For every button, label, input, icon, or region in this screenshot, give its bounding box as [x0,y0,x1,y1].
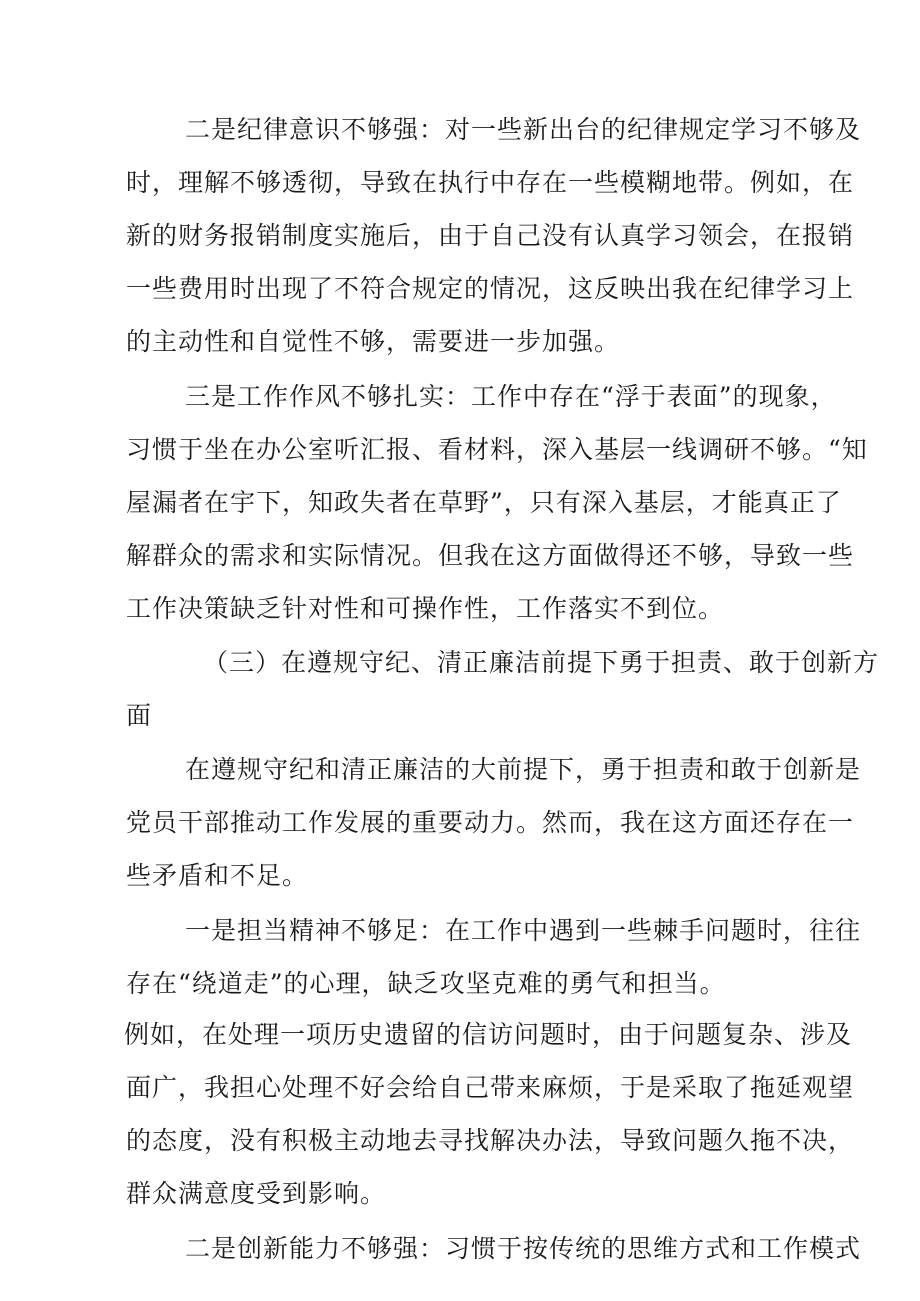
paragraph-line: 一是担当精神不够足：在工作中遇到一些棘手问题时，往往 [185,916,862,945]
section-heading: 面 [126,701,153,730]
paragraph-line: 新的财务报销制度实施后，由于自己没有认真学习领会，在报销 [126,221,855,250]
paragraph-line: 习惯于坐在办公室听汇报、看材料，深入基层一线调研不够。“知 [126,435,868,464]
paragraph-line: 党员干部推动工作发展的重要动力。然而，我在这方面还存在一 [126,808,855,837]
paragraph-line: 在遵规守纪和清正廉洁的大前提下，勇于担责和敢于创新是 [185,755,862,784]
paragraph-line: 面广，我担心处理不好会给自己带来麻烦，于是采取了拖延观望 [126,1073,855,1102]
paragraph-line: 例如，在处理一项历史遗留的信访问题时，由于问题复杂、涉及 [124,1020,853,1049]
paragraph-line: 解群众的需求和实际情况。但我在这方面做得还不够，导致一些 [126,541,855,570]
paragraph-line: 三是工作作风不够扎实：工作中存在“浮于表面”的现象， [185,382,837,411]
paragraph-line: 屋漏者在宇下，知政失者在草野”，只有深入基层，才能真正了 [126,488,842,517]
section-heading: （三）在遵规守纪、清正廉洁前提下勇于担责、敢于创新方 [203,648,880,677]
paragraph-line: 的主动性和自觉性不够，需要进一步加强。 [126,327,621,356]
paragraph-line: 二是创新能力不够强：习惯于按传统的思维方式和工作模式 [185,1234,862,1263]
paragraph-line: 群众满意度受到影响。 [126,1179,387,1208]
paragraph-line: 些矛盾和不足。 [126,861,309,890]
paragraph-line: 一些费用时出现了不符合规定的情况，这反映出我在纪律学习上 [126,274,855,303]
paragraph-line: 时，理解不够透彻，导致在执行中存在一些模糊地带。例如，在 [126,168,855,197]
paragraph-line: 的态度，没有积极主动地去寻找解决办法，导致问题久拖不决， [126,1126,855,1155]
paragraph-line: 工作决策缺乏针对性和可操作性，工作落实不到位。 [126,594,725,623]
paragraph-line: 二是纪律意识不够强：对一些新出台的纪律规定学习不够及 [185,115,862,144]
paragraph-line: 存在“绕道走”的心理，缺乏攻坚克难的勇气和担当。 [126,969,726,998]
